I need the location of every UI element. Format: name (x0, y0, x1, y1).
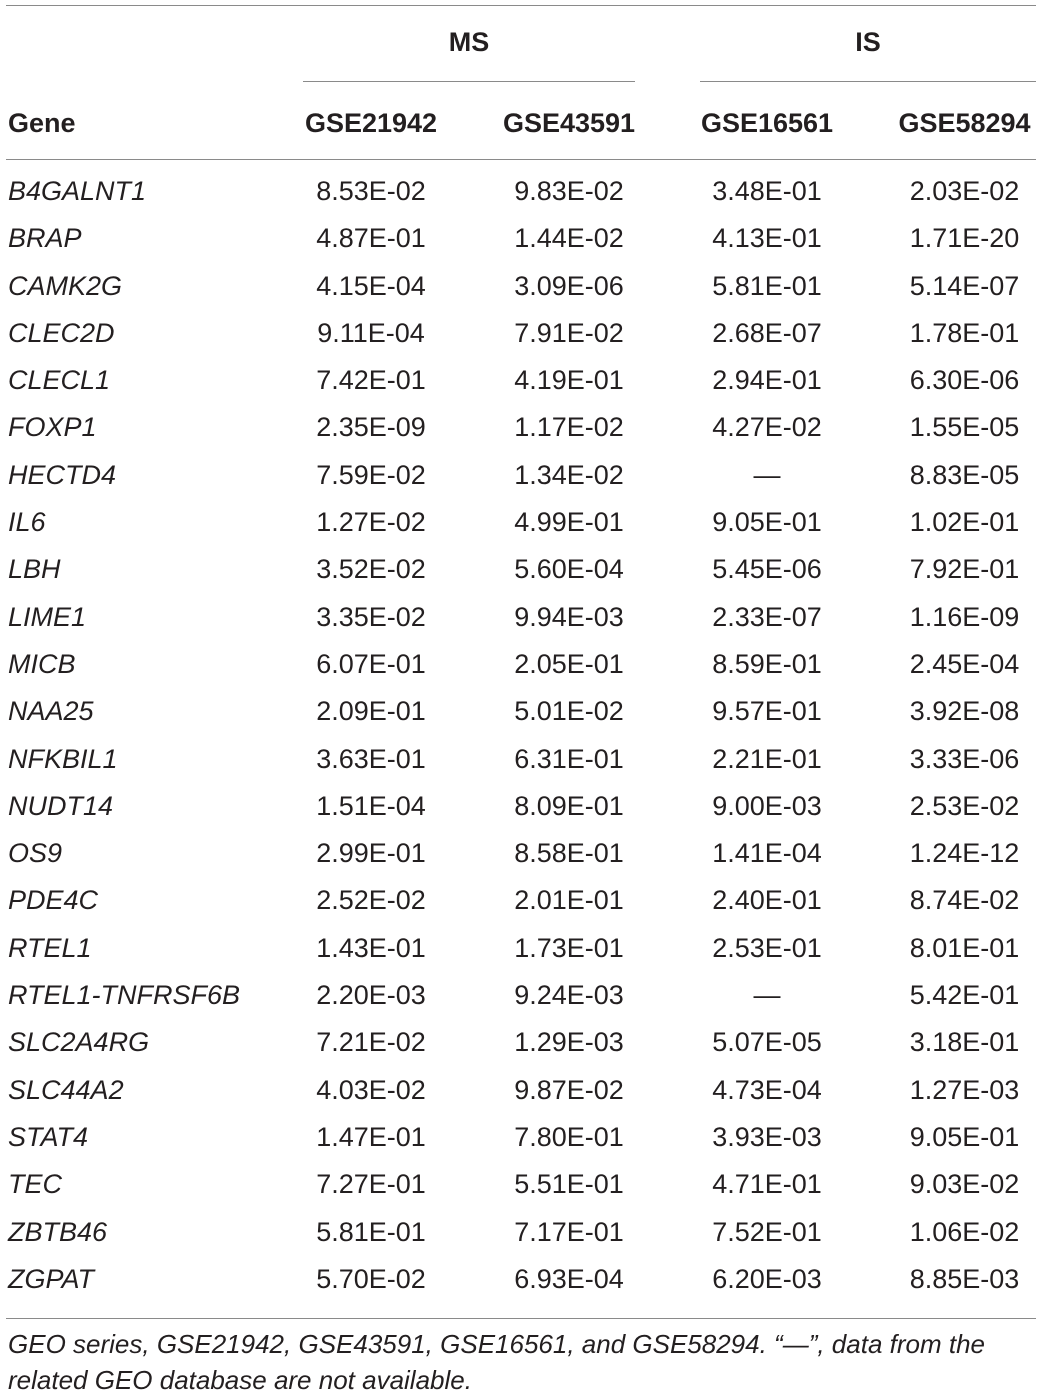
value-cell-gse16561: 5.45E-06 (712, 554, 822, 585)
value-cell-gse43591: 8.09E-01 (514, 790, 624, 821)
value-cell-gse21942: 6.07E-01 (316, 648, 426, 679)
value-cell-gse16561: — (753, 980, 781, 1011)
value-cell-gse43591: 8.58E-01 (514, 838, 624, 869)
header-bottom-rule (6, 159, 1036, 160)
table-row (0, 217, 1041, 264)
table-row (0, 548, 1041, 595)
value-cell-gse21942: 3.52E-02 (316, 554, 426, 585)
table-row (0, 927, 1041, 974)
value-cell-gse43591: 9.24E-03 (514, 980, 624, 1011)
group-rule-ms (303, 81, 635, 82)
gene-name-cell: ZBTB46 (8, 1216, 108, 1247)
value-cell-gse43591: 1.17E-02 (514, 412, 624, 443)
value-cell-gse16561: 3.93E-03 (712, 1121, 822, 1152)
gene-name-cell: IL6 (8, 507, 46, 538)
gene-name-cell: SLC2A4RG (8, 1027, 150, 1058)
value-cell-gse43591: 1.34E-02 (514, 459, 624, 490)
gene-name-cell: LBH (8, 554, 61, 585)
table-row (0, 785, 1041, 832)
table-row (0, 974, 1041, 1021)
value-cell-gse58294: 1.78E-01 (909, 317, 1020, 348)
value-cell-gse43591: 2.05E-01 (514, 648, 624, 679)
value-cell-gse58294: 1.06E-02 (909, 1216, 1020, 1247)
value-cell-gse21942: 2.20E-03 (316, 980, 426, 1011)
gene-name-cell: BRAP (8, 223, 82, 254)
gene-name-cell: PDE4C (8, 885, 99, 916)
value-cell-gse58294: 3.92E-08 (909, 696, 1020, 727)
table-row (0, 359, 1041, 406)
group-header-is: IS (855, 27, 881, 57)
value-cell-gse43591: 5.01E-02 (514, 696, 624, 727)
column-header-gse21942: GSE21942 (304, 108, 438, 138)
value-cell-gse16561: 4.13E-01 (712, 223, 822, 254)
value-cell-gse21942: 5.81E-01 (316, 1216, 426, 1247)
value-cell-gse43591: 7.80E-01 (514, 1121, 624, 1152)
gene-name-cell: HECTD4 (8, 459, 117, 490)
value-cell-gse21942: 4.03E-02 (316, 1074, 426, 1105)
table-row (0, 1116, 1041, 1163)
value-cell-gse43591: 2.01E-01 (514, 885, 624, 916)
gene-name-cell: B4GALNT1 (8, 176, 147, 206)
value-cell-gse58294: 8.83E-05 (909, 459, 1020, 490)
value-cell-gse16561: 4.73E-04 (712, 1074, 822, 1105)
value-cell-gse43591: 4.19E-01 (514, 365, 624, 396)
value-cell-gse21942: 4.15E-04 (316, 270, 426, 301)
value-cell-gse58294: 1.16E-09 (909, 601, 1020, 632)
value-cell-gse16561: 2.40E-01 (712, 885, 822, 916)
value-cell-gse16561: 9.57E-01 (712, 696, 822, 727)
value-cell-gse21942: 2.35E-09 (316, 412, 426, 443)
value-cell-gse58294: 2.45E-04 (909, 648, 1020, 679)
value-cell-gse58294: 1.71E-20 (909, 223, 1020, 254)
value-cell-gse16561: 2.94E-01 (712, 365, 822, 396)
column-header-gene: Gene (8, 108, 76, 138)
value-cell-gse58294: 6.30E-06 (909, 365, 1020, 396)
table-row (0, 879, 1041, 926)
value-cell-gse43591: 1.73E-01 (514, 932, 624, 963)
value-cell-gse21942: 1.51E-04 (316, 790, 426, 821)
gene-name-cell: LIME1 (8, 601, 87, 632)
value-cell-gse43591: 1.44E-02 (514, 223, 624, 254)
value-cell-gse16561: 8.59E-01 (712, 648, 822, 679)
value-cell-gse21942: 7.59E-02 (316, 459, 426, 490)
value-cell-gse21942: 2.52E-02 (316, 885, 426, 916)
gene-name-cell: CAMK2G (8, 270, 123, 301)
gene-name-cell: CLEC2D (8, 317, 115, 348)
gene-name-cell: ZGPAT (8, 1263, 94, 1294)
value-cell-gse21942: 3.35E-02 (316, 601, 426, 632)
table-row (0, 738, 1041, 785)
value-cell-gse43591: 1.29E-03 (514, 1027, 624, 1058)
value-cell-gse58294: 2.03E-02 (909, 176, 1020, 206)
value-cell-gse21942: 1.43E-01 (316, 932, 426, 963)
value-cell-gse16561: 2.53E-01 (712, 932, 822, 963)
value-cell-gse58294: 8.74E-02 (909, 885, 1020, 916)
table-row (0, 643, 1041, 690)
value-cell-gse58294: 7.92E-01 (909, 554, 1020, 585)
column-header-gse58294: GSE58294 (898, 108, 1031, 138)
value-cell-gse58294: 5.14E-07 (909, 270, 1020, 301)
value-cell-gse58294: 2.53E-02 (909, 790, 1020, 821)
table-row (0, 1069, 1041, 1116)
value-cell-gse43591: 5.60E-04 (514, 554, 624, 585)
value-cell-gse43591: 4.99E-01 (514, 507, 624, 538)
table-row (0, 170, 1041, 217)
table-row (0, 312, 1041, 359)
gene-name-cell: CLECL1 (8, 365, 111, 396)
table-row (0, 1211, 1041, 1258)
value-cell-gse43591: 9.83E-02 (514, 176, 624, 206)
value-cell-gse21942: 5.70E-02 (316, 1263, 426, 1294)
value-cell-gse43591: 9.87E-02 (514, 1074, 624, 1105)
value-cell-gse58294: 1.27E-03 (909, 1074, 1020, 1105)
value-cell-gse58294: 1.24E-12 (909, 838, 1020, 869)
column-header-gse43591: GSE43591 (502, 108, 636, 138)
table-top-rule (6, 5, 1036, 6)
value-cell-gse21942: 9.11E-04 (317, 317, 425, 348)
value-cell-gse21942: 7.21E-02 (316, 1027, 426, 1058)
table-row (0, 1163, 1041, 1210)
value-cell-gse21942: 3.63E-01 (316, 743, 426, 774)
value-cell-gse43591: 6.93E-04 (514, 1263, 624, 1294)
value-cell-gse58294: 5.42E-01 (909, 980, 1020, 1011)
value-cell-gse21942: 2.09E-01 (316, 696, 426, 727)
group-header-ms: MS (448, 27, 490, 57)
gene-name-cell: NAA25 (8, 696, 94, 727)
table-row (0, 690, 1041, 737)
value-cell-gse21942: 1.27E-02 (316, 507, 426, 538)
gene-name-cell: SLC44A2 (8, 1074, 124, 1105)
value-cell-gse58294: 1.55E-05 (909, 412, 1020, 443)
value-cell-gse58294: 9.03E-02 (909, 1169, 1020, 1200)
gene-name-cell: STAT4 (8, 1121, 89, 1152)
value-cell-gse43591: 5.51E-01 (514, 1169, 624, 1200)
table-bottom-rule (6, 1318, 1036, 1319)
value-cell-gse16561: 2.21E-01 (712, 743, 822, 774)
table-footnote: GEO series, GSE21942, GSE43591, GSE16561, and GSE58294. “—”, data from the related GEO database are not available. (8, 1329, 985, 1395)
table-row (0, 832, 1041, 879)
value-cell-gse16561: — (753, 459, 781, 490)
value-cell-gse16561: 1.41E-04 (712, 838, 822, 869)
gene-name-cell: OS9 (8, 838, 63, 869)
value-cell-gse16561: 2.68E-07 (712, 317, 822, 348)
value-cell-gse16561: 9.00E-03 (712, 790, 822, 821)
value-cell-gse16561: 6.20E-03 (712, 1263, 822, 1294)
value-cell-gse58294: 8.01E-01 (909, 932, 1020, 963)
value-cell-gse43591: 7.91E-02 (514, 317, 624, 348)
table-row (0, 501, 1041, 548)
value-cell-gse21942: 7.42E-01 (316, 365, 426, 396)
table-body (0, 170, 1041, 1305)
gene-name-cell: RTEL1 (8, 932, 92, 963)
value-cell-gse16561: 9.05E-01 (712, 507, 822, 538)
gene-name-cell: MICB (8, 648, 76, 679)
table-row (0, 1021, 1041, 1068)
value-cell-gse16561: 4.71E-01 (712, 1169, 822, 1200)
gene-name-cell: TEC (8, 1169, 62, 1200)
group-rule-is (700, 81, 1036, 82)
value-cell-gse16561: 2.33E-07 (712, 601, 822, 632)
value-cell-gse43591: 3.09E-06 (514, 270, 624, 301)
gene-name-cell: RTEL1-TNFRSF6B (8, 980, 241, 1011)
column-header-gse16561: GSE16561 (700, 108, 834, 138)
table-row (0, 265, 1041, 312)
value-cell-gse58294: 3.18E-01 (909, 1027, 1020, 1058)
value-cell-gse16561: 5.81E-01 (712, 270, 822, 301)
value-cell-gse16561: 4.27E-02 (712, 412, 822, 443)
value-cell-gse43591: 6.31E-01 (514, 743, 624, 774)
value-cell-gse16561: 3.48E-01 (712, 176, 822, 206)
value-cell-gse58294: 9.05E-01 (909, 1121, 1020, 1152)
value-cell-gse58294: 1.02E-01 (909, 507, 1020, 538)
value-cell-gse16561: 7.52E-01 (712, 1216, 822, 1247)
table-row (0, 406, 1041, 453)
value-cell-gse43591: 9.94E-03 (514, 601, 624, 632)
value-cell-gse21942: 1.47E-01 (316, 1121, 426, 1152)
value-cell-gse58294: 8.85E-03 (909, 1263, 1020, 1294)
value-cell-gse21942: 4.87E-01 (316, 223, 426, 254)
gene-name-cell: NFKBIL1 (8, 743, 118, 774)
table-row (0, 454, 1041, 501)
value-cell-gse43591: 7.17E-01 (514, 1216, 624, 1247)
value-cell-gse21942: 8.53E-02 (316, 176, 426, 206)
value-cell-gse21942: 2.99E-01 (316, 838, 426, 869)
table-row (0, 596, 1041, 643)
gene-name-cell: NUDT14 (8, 790, 114, 821)
gene-name-cell: FOXP1 (8, 412, 97, 443)
value-cell-gse16561: 5.07E-05 (712, 1027, 822, 1058)
value-cell-gse21942: 7.27E-01 (316, 1169, 426, 1200)
table-row (0, 1258, 1041, 1305)
value-cell-gse58294: 3.33E-06 (909, 743, 1020, 774)
